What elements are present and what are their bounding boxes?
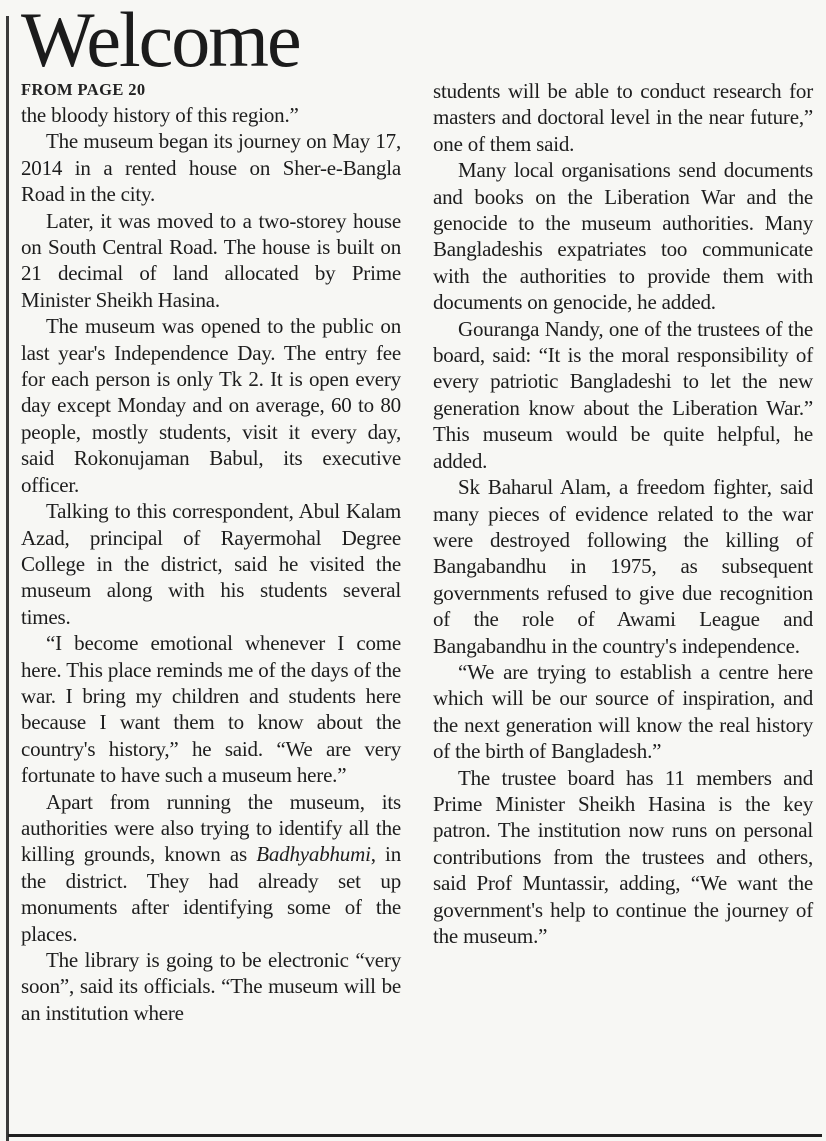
paragraph-text: The library is going to be electronic “very soon”, said its officials. “The museum will be an institution where — [21, 948, 401, 1025]
bottom-rule — [8, 1134, 822, 1137]
paragraph-text: students will be able to conduct research for masters and doctoral level in the near future,” one of them said. — [433, 79, 813, 156]
paragraph-text: , in the district. They had already set up monuments after identifying some of the places. — [21, 842, 401, 946]
article-column-left — [21, 102, 401, 1026]
continuation-note: FROM PAGE 20 — [21, 80, 146, 99]
paragraph-text: “We are trying to establish a centre here which will be our source of inspiration, and the next generation will know the real history of the birth of Bangladesh.” — [433, 659, 813, 764]
paragraph-text: Talking to this correspondent, Abul Kalam Azad, principal of Rayermohal Degree College in the district, said he visited the museum along with his students several times. — [21, 499, 401, 629]
paragraph-text: Sk Baharul Alam, a freedom fighter, said many pieces of evidence related to the war were destroyed following the killing of Bangabandhu in 1975, as subsequent governments refused to give due recognition of the role of Awami League and Bangabandhu in the country's independence. — [433, 475, 813, 658]
article-column-left-wrap — [21, 0, 401, 1026]
article-paragraph — [21, 630, 401, 788]
article-paragraph — [433, 316, 813, 474]
article-paragraph — [433, 157, 813, 315]
article-paragraph — [433, 78, 813, 157]
article-paragraph — [21, 128, 401, 207]
italic-term: Badhyabhumi — [256, 842, 371, 867]
paragraph-text: The museum was opened to the public on last year's Independence Day. The entry fee for each person is only Tk 2. It is open every day except Monday and on average, 60 to 80 people, mostly students, visit it every day, said Rokonujaman Babul, its executive officer. — [21, 314, 401, 497]
left-edge-rule — [6, 16, 9, 1141]
article-paragraph — [21, 789, 401, 947]
paragraph-text: Many local organisations send documents and books on the Liberation War and the genocide to the museum authorities. Many Bangladeshis expatriates too communicate with the authorities to provide them with documents on genocide, he added. — [433, 158, 813, 315]
article-paragraph — [433, 474, 813, 659]
article-paragraph — [21, 208, 401, 314]
article-column-right-wrap — [433, 0, 813, 1026]
paragraph-text: Later, it was moved to a two-storey house on South Central Road. The house is built on 21 decimal of land allocated by Prime Minister Sheikh Hasina. — [21, 208, 401, 312]
paragraph-text: “I become emotional whenever I come here. This place reminds me of the days of the war. I bring my children and students here because I want them to know about the country's history,” he said. “We are very fortunate to have such a museum here.” — [21, 631, 401, 788]
article-column-right — [433, 78, 813, 949]
paragraph-text: The museum began its journey on May 17, 2014 in a rented house on Sher-e-Bangla Road in the city. — [21, 129, 401, 207]
article-paragraph — [21, 498, 401, 630]
article-headline: Welcome — [21, 0, 300, 83]
article-paragraph — [433, 765, 813, 950]
paragraph-text: Apart from running the museum, its authorities were also trying to identify all the killing grounds, known as — [21, 789, 401, 867]
paragraph-text: The trustee board has 11 members and Prime Minister Sheikh Hasina is the key patron. The institution now runs on personal contributions from the trustees and others, said Prof Muntassir, adding, “We want the government's help to continue the journey of the museum.” — [433, 765, 813, 948]
paragraph-text: Gouranga Nandy, one of the trustees of the board, said: “It is the moral responsibility of every patriotic Bangladeshi to let the new generation know about the Liberation War.” This museum would be quite helpful, he added. — [433, 316, 813, 473]
paragraph-text: the bloody history of this region.” — [21, 103, 299, 127]
article-paragraph — [433, 659, 813, 765]
article — [21, 0, 813, 1026]
article-paragraph — [21, 102, 401, 128]
article-paragraph — [21, 313, 401, 498]
article-paragraph — [21, 947, 401, 1026]
